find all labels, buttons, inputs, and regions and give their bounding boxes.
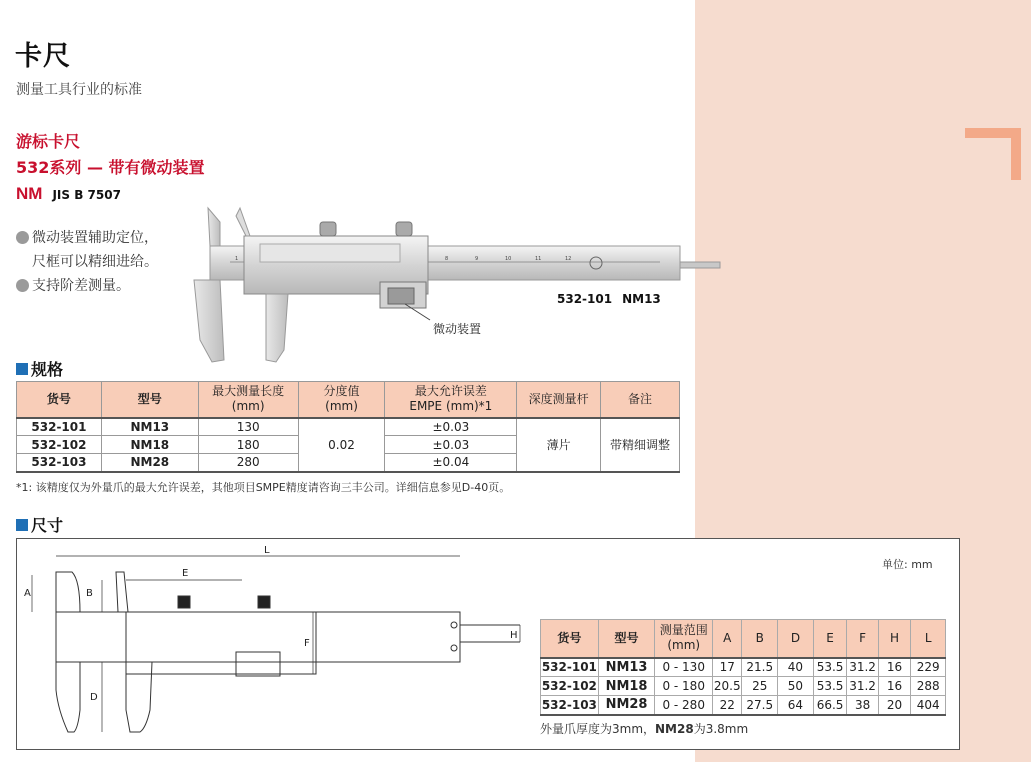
spec-table [16, 381, 680, 473]
page-subtitle: 测量工具行业的标准 [16, 82, 142, 98]
standard-line [16, 184, 121, 204]
spec-footnote: *1: 该精度仅为外量爪的最大允许误差，其他项目SMPE精度请咨询三丰公司。详细信息参见D-40页。 [16, 481, 511, 494]
depth-bar-cell: 薄片 [517, 418, 601, 472]
unit-label: 单位: mm [882, 558, 933, 571]
svg-text:1: 1 [235, 256, 239, 262]
col-header-depth-bar: 深度测量杆 [517, 382, 601, 418]
dimensions-note: 外量爪厚度为3mm，NM28为3.8mm [540, 722, 749, 736]
table-row: 532-101 NM13 0 - 130 17 21.5 40 53.5 31.2 16 229 [541, 658, 946, 677]
dimension-drawing [20, 540, 530, 745]
bullet-icon [16, 231, 29, 244]
table-row: 532-101 NM13 130 0.02 ±0.03 薄片 带精细调整 [17, 418, 680, 436]
section-square-icon [16, 519, 28, 531]
caliper-photo [190, 200, 730, 370]
product-name: 游标卡尺 [16, 132, 81, 151]
bullet-icon [16, 279, 29, 292]
dim-label-B: B [86, 588, 93, 599]
section-square-icon [16, 363, 28, 375]
feature-item: 微动装置辅助定位， [16, 226, 158, 250]
dim-label-D: D [90, 692, 98, 703]
product-series: 532系列 — 带有微动装置 [16, 158, 205, 177]
svg-text:11: 11 [535, 256, 542, 262]
table-row: 532-102 NM18 180 ±0.03 [17, 436, 680, 454]
col-header-remark: 备注 [601, 382, 680, 418]
dim-label-E: E [182, 568, 189, 579]
dimensions-table [540, 619, 946, 716]
table-row: 532-103 NM28 280 ±0.04 [17, 454, 680, 472]
col-header-model: 型号 [101, 382, 198, 418]
svg-text:10: 10 [505, 256, 512, 262]
dim-label-H: H [510, 630, 518, 641]
feature-item: 支持阶差测量。 [16, 274, 158, 298]
col-header-range: 最大测量长度 (mm) [198, 382, 298, 418]
svg-text:8: 8 [445, 256, 449, 262]
table-header-row [17, 382, 680, 418]
photo-model-label: 532-101 NM13 [557, 292, 661, 306]
nm-logo: NM [16, 184, 43, 203]
jis-standard: JIS B 7507 [52, 188, 121, 202]
page-title: 卡尺 [15, 41, 71, 72]
fine-adjust-callout: 微动装置 [433, 322, 482, 336]
resolution-cell: 0.02 [298, 418, 385, 472]
col-header-resolution: 分度值 (mm) [298, 382, 385, 418]
dim-label-L: L [264, 545, 270, 556]
table-row: 532-103 NM28 0 - 280 22 27.5 64 66.5 38 20 404 [541, 696, 946, 715]
col-header-error: 最大允许误差 EMPE (mm)*1 [385, 382, 517, 418]
feature-item: 尺框可以精细进给。 [32, 254, 158, 270]
col-header-code: 货号 [17, 382, 102, 418]
svg-text:12: 12 [565, 256, 572, 262]
spec-heading: 规格 [16, 357, 63, 380]
dim-label-F: F [304, 638, 310, 649]
remark-cell: 带精细调整 [601, 418, 680, 472]
table-header-row: 货号 型号 测量范围 (mm) A B D E F H L [541, 620, 946, 658]
dimensions-heading: 尺寸 [16, 513, 63, 536]
feature-list [16, 226, 158, 298]
dim-label-A: A [24, 588, 31, 599]
svg-text:9: 9 [475, 256, 479, 262]
corner-mark-icon [965, 128, 1021, 180]
table-row: 532-102 NM18 0 - 180 20.5 25 50 53.5 31.2 16 288 [541, 677, 946, 696]
